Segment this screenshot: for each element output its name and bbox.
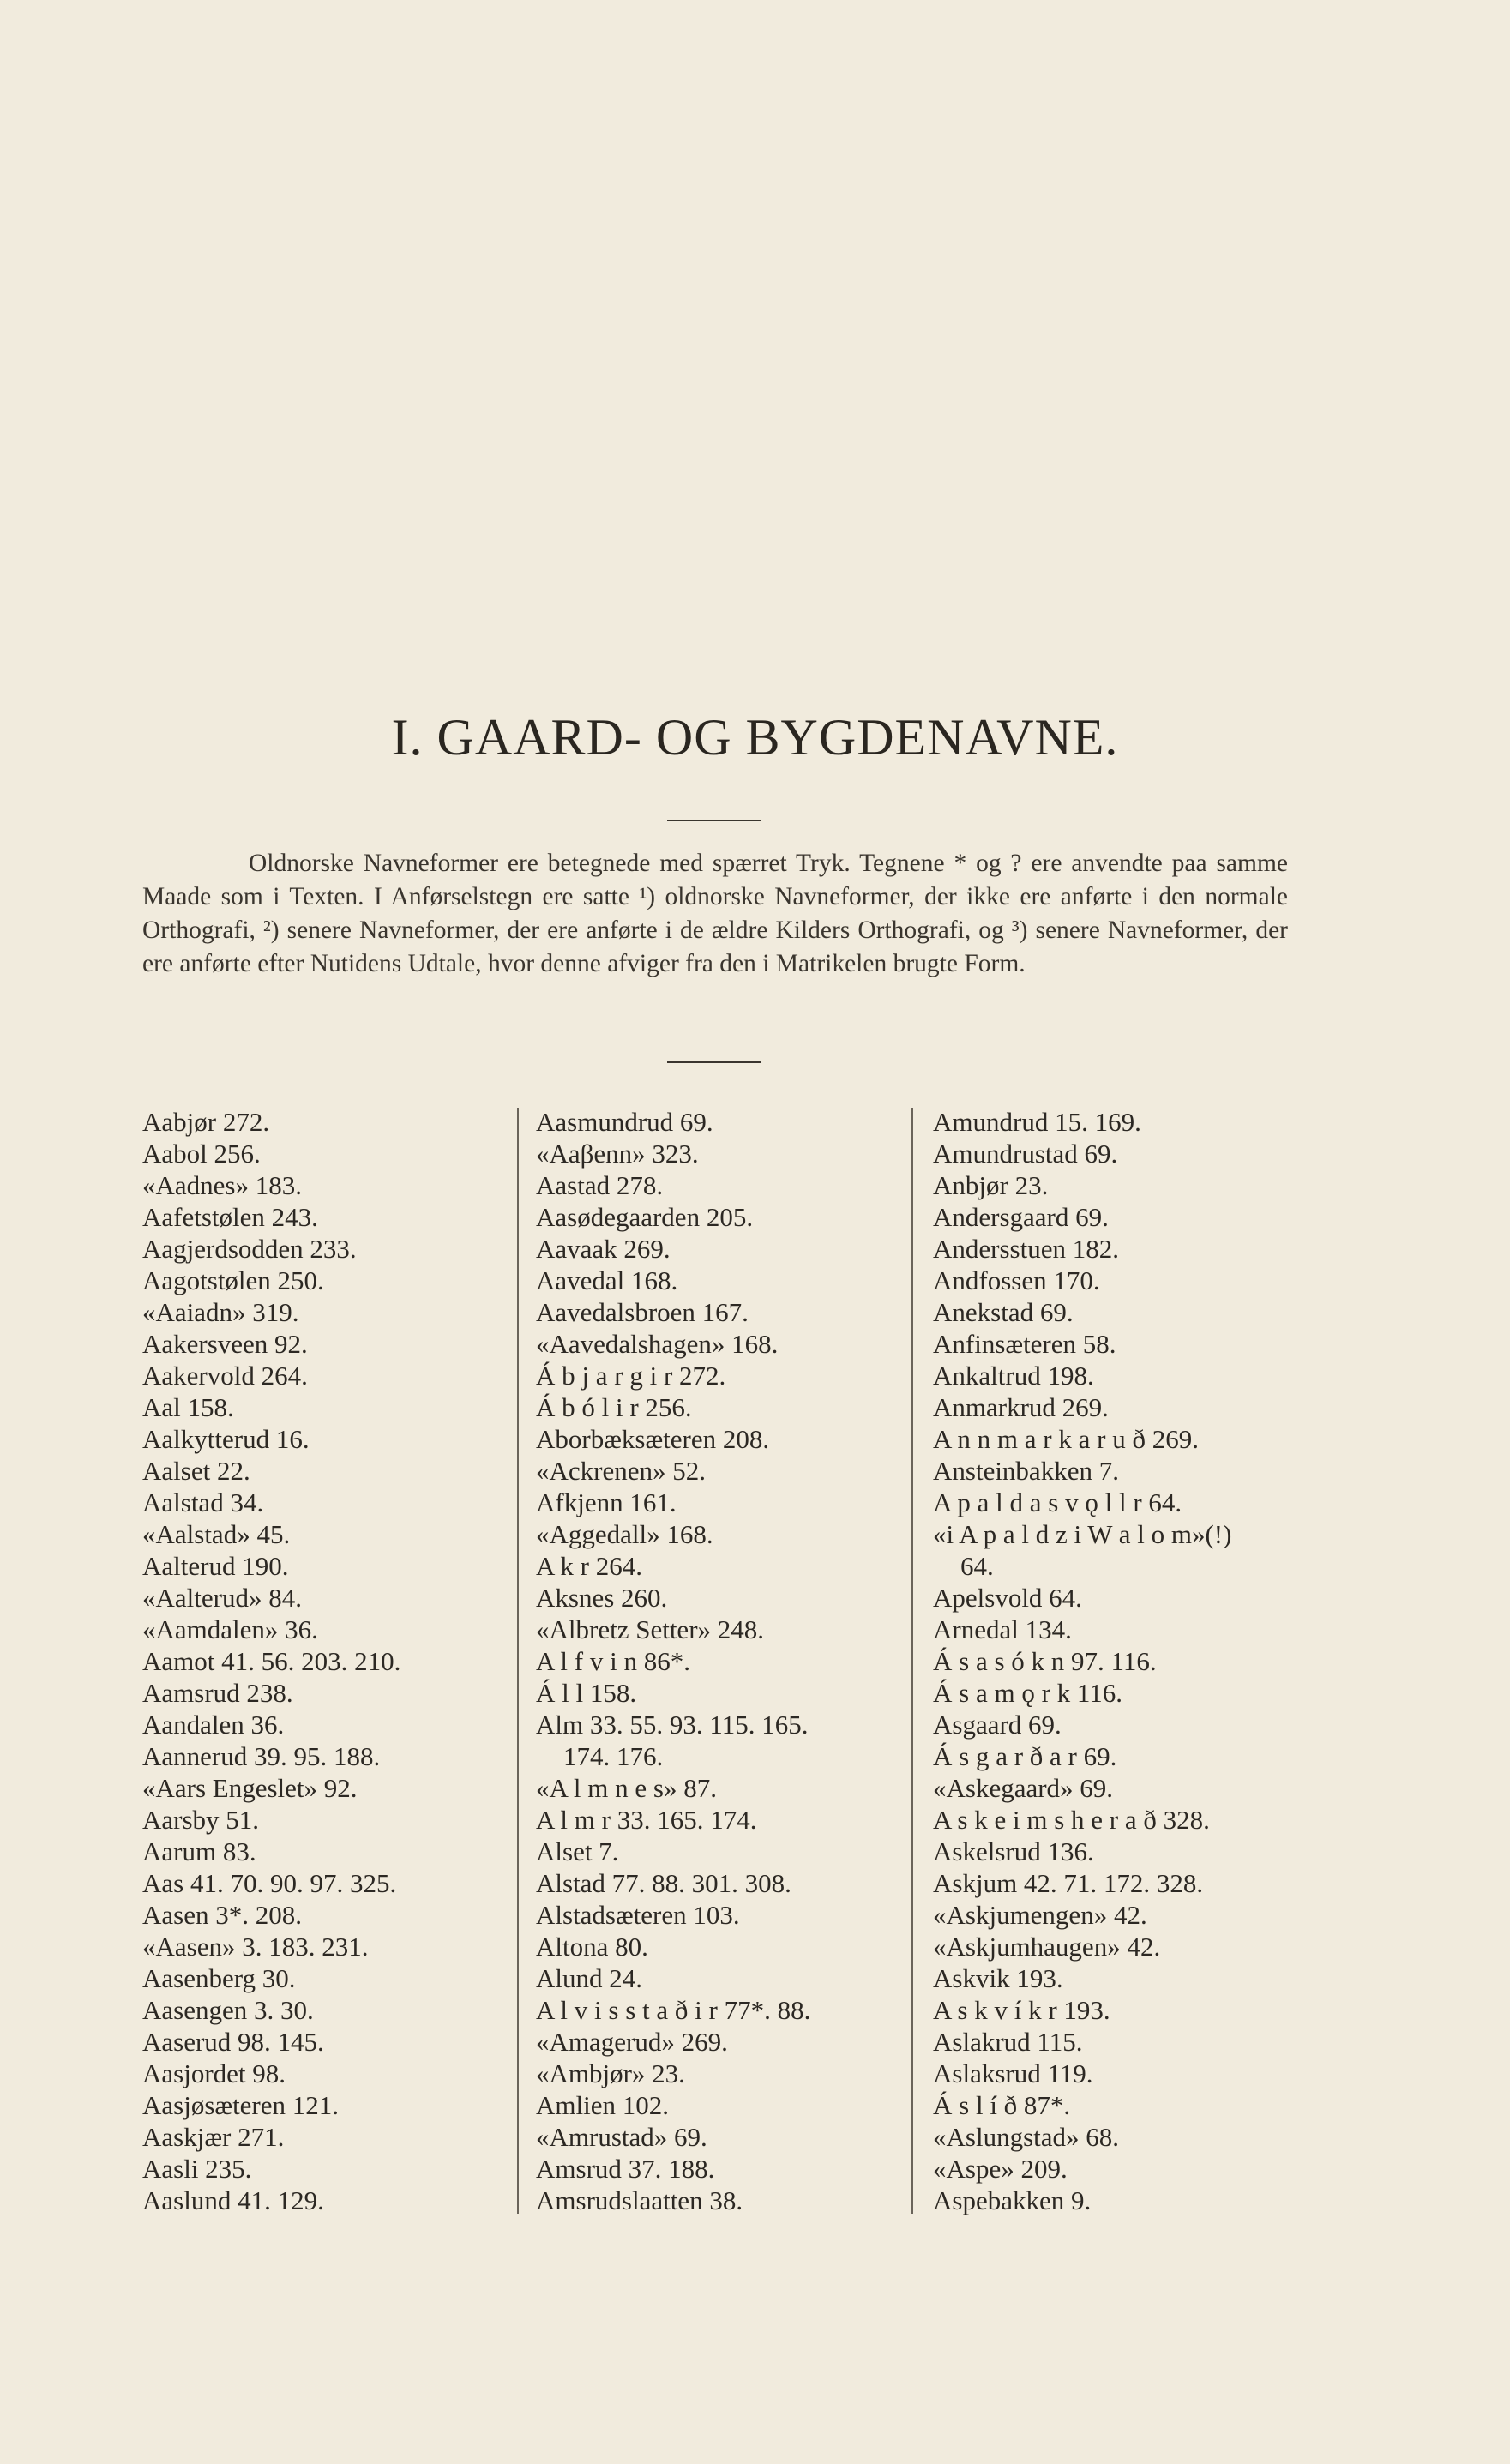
index-entry: Aaskjær 271. [142,2122,285,2152]
index-entry: Apelsvold 64. [933,1583,1082,1613]
index-entry: Amundrustad 69. [933,1139,1118,1169]
index-entry: «Aslungstad» 68. [933,2122,1119,2152]
index-entry: Aslakrud 115. [933,2027,1083,2057]
index-entry: Anmarkrud 269. [933,1392,1109,1422]
index-column-middle [536,1106,905,2216]
index-entry: Aal 158. [142,1392,234,1422]
index-entry: Aalkytterud 16. [142,1424,310,1454]
index-entry: Andfossen 170. [933,1265,1100,1295]
index-column-left [142,1106,502,2216]
index-entry: Aalterud 190. [142,1551,289,1581]
index-entry: «Askegaard» 69. [933,1773,1114,1803]
index-entry: Andersstuen 182. [933,1234,1119,1264]
index-entry: «Amagerud» 269. [536,2027,728,2057]
index-entry: Aksnes 260. [536,1583,668,1613]
index-entry: Aavedalsbroen 167. [536,1297,749,1327]
index-entry: Aabol 256. [142,1139,261,1169]
index-entry: Askjum 42. 71. 172. 328. [933,1868,1204,1898]
index-entry: «Askjumhaugen» 42. [933,1932,1161,1962]
index-entry: «Askjumengen» 42. [933,1900,1147,1930]
index-entry: Askelsrud 136. [933,1836,1094,1866]
index-entry: Aamot 41. 56. 203. 210. [142,1646,401,1676]
index-entry: Askvik 193. [933,1963,1063,1993]
heading-divider [667,820,761,821]
index-entry: Á s g a r ð a r 69. [933,1741,1117,1771]
intro-divider [667,1061,761,1063]
index-entry: Aalstad 34. [142,1487,264,1517]
index-entry: Á s l í ð 87*. [933,2090,1071,2120]
index-entry: Aafetstølen 243. [142,1202,318,1232]
index-entry: Aannerud 39. 95. 188. [142,1741,381,1771]
index-entry: Alset 7. [536,1836,619,1866]
index-entry: Anbjør 23. [933,1170,1049,1200]
index-entry: «Aadnes» 183. [142,1170,302,1200]
index-entry: Aspebakken 9. [933,2185,1092,2215]
index-entry: Aagotstølen 250. [142,1265,324,1295]
index-entry: «Ackrenen» 52. [536,1456,706,1486]
index-entry: Á b j a r g i r 272. [536,1361,726,1391]
chapter-heading: I. GAARD- OG BYGDENAVNE. [391,709,1119,766]
index-entry: Anekstad 69. [933,1297,1074,1327]
index-entry: Afkjenn 161. [536,1487,677,1517]
index-entry: A k r 264. [536,1551,642,1581]
index-entry: «Aaiadn» 319. [142,1297,299,1327]
index-entry: Á l l 158. [536,1678,637,1708]
index-entry: Aastad 278. [536,1170,664,1200]
index-entry: Aas 41. 70. 90. 97. 325. [142,1868,397,1898]
index-entry: Aslaksrud 119. [933,2058,1093,2088]
index-entry: «Aars Engeslet» 92. [142,1773,358,1803]
index-entry: Aabjør 272. [142,1107,270,1137]
index-entry: Aborbæksæteren 208. [536,1424,770,1454]
index-entry: 174. 176. [563,1741,664,1771]
index-entry: Alund 24. [536,1963,642,1993]
index-entry: Aandalen 36. [142,1710,285,1740]
index-entry: Arnedal 134. [933,1614,1072,1644]
index-entry: Aaserud 98. 145. [142,2027,324,2057]
index-entry: «Aggedall» 168. [536,1519,713,1549]
index-entry: A s k v í k r 193. [933,1995,1110,2025]
index-entry: A l m r 33. 165. 174. [536,1805,757,1835]
index-entry: Alm 33. 55. 93. 115. 165. [536,1710,809,1740]
index-entry: Amsrud 37. 188. [536,2154,715,2184]
index-entry: «A l m n e s» 87. [536,1773,717,1803]
intro-text: Oldnorske Navneformer ere betegnede med spærret Tryk. Tegnene * og ? ere anvendte paa samme Maade som i Texten. I Anførselstegn ere satte ¹) oldnorske Navneformer, der ikke ere anførte i den normale Orthografi, ²) senere Navneformer, der ere anførte i de ældre Kilders Orthografi, og ³) senere Navneformer, der ere anførte efter Nutidens Udtale, hvor denne afviger fra den i Matrikelen brugte Form. [142,850,1288,977]
index-entry: Aasenberg 30. [142,1963,296,1993]
index-entry: «Amrustad» 69. [536,2122,707,2152]
index-entry: «Aamdalen» 36. [142,1614,318,1644]
index-entry: Amundrud 15. 169. [933,1107,1141,1137]
index-entry: «Aasen» 3. 183. 231. [142,1932,369,1962]
index-entry: «Aavedalshagen» 168. [536,1329,779,1359]
index-column-right [933,1106,1310,2216]
index-entry: «Aalstad» 45. [142,1519,291,1549]
index-entry: Aakersveen 92. [142,1329,308,1359]
index-entry: «Aaβenn» 323. [536,1139,699,1169]
index-entry: A l f v i n 86*. [536,1646,690,1676]
index-entry: Andersgaard 69. [933,1202,1109,1232]
index-entry: Altona 80. [536,1932,648,1962]
column-divider-right [911,1108,913,2214]
index-entry: Aasen 3*. 208. [142,1900,302,1930]
index-entry: Asgaard 69. [933,1710,1062,1740]
index-entry: Ansteinbakken 7. [933,1456,1119,1486]
index-entry: A l v i s s t a ð i r 77*. 88. [536,1995,811,2025]
index-entry: Á s a s ó k n 97. 116. [933,1646,1157,1676]
index-entry: «Aalterud» 84. [142,1583,302,1613]
index-entry: Aasødegaarden 205. [536,1202,754,1232]
index-entry: A n n m a r k a r u ð 269. [933,1424,1199,1454]
index-entry: Amsrudslaatten 38. [536,2185,743,2215]
index-entry: «Albretz Setter» 248. [536,1614,765,1644]
index-entry: Alstadsæteren 103. [536,1900,740,1930]
intro-paragraph [142,847,1288,981]
index-entry: «Ambjør» 23. [536,2058,685,2088]
column-divider-left [517,1108,519,2214]
index-entry: Aamsrud 238. [142,1678,293,1708]
index-entry: A p a l d a s v ǫ l l r 64. [933,1487,1182,1517]
index-entry: Aalset 22. [142,1456,250,1486]
index-entry: A s k e i m s h e r a ð 328. [933,1805,1210,1835]
index-entry: Aarsby 51. [142,1805,260,1835]
index-entry: Á s a m ǫ r k 116. [933,1678,1122,1708]
index-entry: Aakervold 264. [142,1361,308,1391]
index-entry: Amlien 102. [536,2090,669,2120]
index-entry: «Aspe» 209. [933,2154,1068,2184]
index-entry: Aasjordet 98. [142,2058,286,2088]
index-entry: Aasjøsæteren 121. [142,2090,340,2120]
index-entry: Aavedal 168. [536,1265,678,1295]
index-entry: Aarum 83. [142,1836,256,1866]
index-entry: Aavaak 269. [536,1234,671,1264]
index-entry: Aasengen 3. 30. [142,1995,314,2025]
index-entry: 64. [960,1551,994,1581]
index-entry: Aasli 235. [142,2154,252,2184]
index-entry: Ankaltrud 198. [933,1361,1094,1391]
index-entry: Aaslund 41. 129. [142,2185,324,2215]
index-entry: Anfinsæteren 58. [933,1329,1116,1359]
index-entry: «i A p a l d z i W a l o m»(!) [933,1519,1232,1549]
index-entry: Aagjerdsodden 233. [142,1234,357,1264]
index-entry: Aasmundrud 69. [536,1107,713,1137]
index-entry: Alstad 77. 88. 301. 308. [536,1868,791,1898]
index-entry: Á b ó l i r 256. [536,1392,692,1422]
